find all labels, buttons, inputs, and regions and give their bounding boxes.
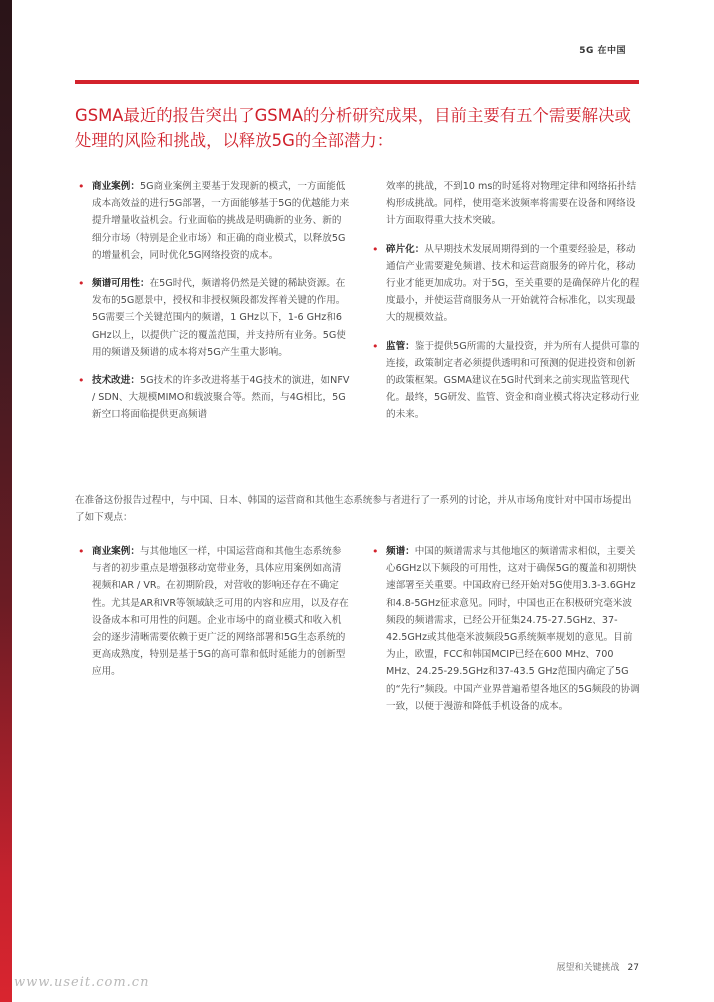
bullet-china-business-case [75,543,351,681]
bullet-title: 碎片化： [386,243,425,255]
bullet-title: 频谱： [386,546,415,557]
bullet-text: 在5G时代，频谱将仍然是关键的稀缺资源。在发布的5G愿景中，授权和非授权频段都发挥着关键的作用。5G需要三个关键范围内的频谱，1 GHz以下，1-6 GHz和6 GHz以上，以提供广泛的覆盖范围，并支持所有业务。5G使用的频谱及频谱的成本将对5G产生重大影响。 [92,278,346,358]
bullet-dot: • [78,180,85,193]
challenges-left-column [75,178,351,435]
bullet-china-spectrum [369,543,641,715]
bullet-text: 鉴于提供5G所需的大量投资，并为所有人提供可靠的连接，政策制定者必须提供透明和可预测的促进投资和创新的政策框架。GSMA建议在5G时代到来之前实现监管现代化。最终，5G研发、监管、资金和商业模式将决定移动行业的未来。 [386,340,640,421]
page-number: 27 [627,963,639,973]
bullet-dot: • [78,374,85,388]
bullet-text: 从早期技术发展周期得到的一个重要经验是，移动通信产业需要避免频谱、技术和运营商服务的碎片化，移动行业才能更加成功。对于5G，至关重要的是确保碎片化的程度最小，并使运营商服务从一开始就符合标准化，以实现最大的规模效益。 [386,243,640,324]
bullet-text: 与其他地区一样，中国运营商和其他生态系统参与者的初步重点是增强移动宽带业务，具体应用案例如高清视频和AR / VR。在初期阶段，对营收的影响还存在不确定性。尤其是AR和VR等领域缺乏可用的内容和应用，以及存在设备成本和可用性的问题。企业市场中的商业模式和收入机会的逐步清晰需要依赖于更广泛的网络部署和5G生态系统的更高成熟度，特别是基于5G的高可靠和低时延能力的创新型应用。 [92,546,349,678]
intro-paragraph: 在准备这份报告过程中，与中国、日本、韩国的运营商和其他生态系统参与者进行了一系列的讨论，并从市场角度针对中国市场提出了如下观点： [75,495,632,523]
bullet-business-case [75,178,351,264]
header-rule [75,80,639,84]
section-header: 5G 在中国 [579,46,626,56]
bullet-title: 监管： [386,340,415,352]
bullet-fragmentation [369,241,641,327]
bullet-dot: • [78,277,85,291]
challenges-right-column [369,178,641,435]
views-left-column [75,543,351,692]
bullet-title: 商业案例： [92,546,140,557]
bullet-dot: • [372,545,379,558]
bullet-text: 5G技术的许多改进将基于4G技术的演进，如NFV / SDN、大规模MIMO和载波聚合等。然而，与4G相比，5G新空口将面临提供更高频谱 [92,375,350,421]
bullet-title: 技术改进： [92,375,140,387]
bullet-title: 商业案例： [92,181,140,192]
bullet-title: 频谱可用性： [92,278,150,290]
bullet-dot: • [78,545,85,558]
bullet-spectrum-availability [75,275,351,361]
bullet-text: 5G商业案例主要基于发现新的模式，一方面能低成本高效益的进行5G部署，一方面能够基于5G的优越能力来提升增量收益机会。行业面临的挑战是明确新的业务、新的细分市场（特别是企业市场）和正确的商业模式，以释放5G的增量机会，同时优化5G网络投资的成本。 [92,181,350,261]
page-heading: GSMA最近的报告突出了GSMA的分析研究成果，目前主要有五个需要解决或处理的风险和挑战，以释放5G的全部潜力： [75,106,631,150]
side-color-bar [0,0,12,1002]
bullet-text: 中国的频谱需求与其他地区的频谱需求相似，主要关心6GHz以下频段的可用性，这对于确保5G的覆盖和初期快速部署至关重要。中国政府已经开始对5G使用3.3-3.6GHz和4.8-5GHz征求意见。同时，中国也正在积极研究毫米波频段的频谱需求，已经公开征集24.75-27.5GHz、37-42.5GHz或其他毫米波频段5G系统频率规划的意见。目前为止，欧盟，FCC和韩国MCIP已经在600 MHz、700 MHz、24.25-29.5GHz和37-43.5 GHz范围内确定了5G的“先行”频段。中国产业界普遍希望各地区的5G频段的协调一致，以便于漫游和降低手机设备的成本。 [386,546,640,712]
footer-label: 展望和关键挑战 [556,963,620,973]
bullet-technology [75,372,351,424]
bullet-dot: • [372,242,379,256]
bullet-dot: • [372,339,379,353]
page-footer [557,960,639,973]
watermark: www.useit.com.cn [14,975,150,990]
views-right-column [369,543,641,726]
technology-continuation: 效率的挑战，不到10 ms的时延将对物理定律和网络拓扑结构形成挑战。同样，使用毫米波频率将需要在设备和网络设计方面取得重大技术突破。 [386,181,637,227]
bullet-regulation [369,338,641,424]
